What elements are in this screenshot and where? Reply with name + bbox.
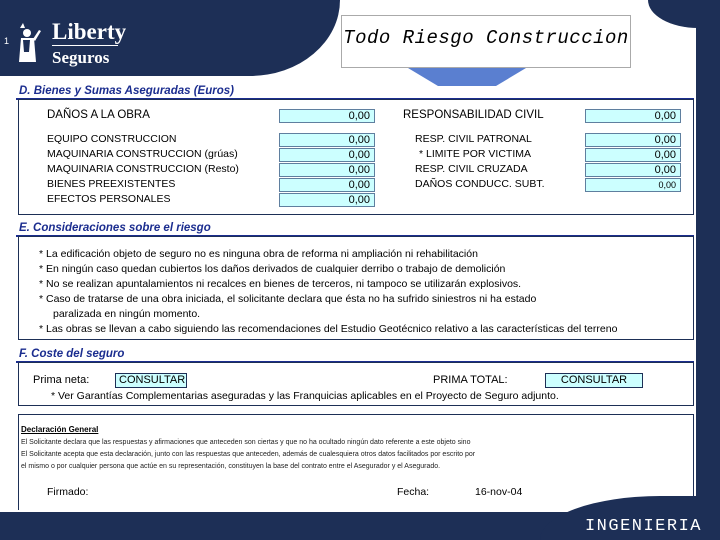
section-e-heading: E. Consideraciones sobre el riesgo [19, 222, 211, 234]
value-maquinaria-gruas: 0,00 [279, 148, 375, 162]
section-f-heading: F. Coste del seguro [19, 348, 125, 360]
consideration-item: * En ningún caso quedan cubiertos los daños derivados de cualquier derribo o trabajo de demolición [39, 263, 506, 275]
title-box [341, 15, 631, 68]
row-label-danos-conducc: DAÑOS CONDUCC. SUBT. [415, 178, 545, 190]
declaration-line: El Solicitante declara que las respuestas y afirmaciones que anteceden son ciertas y que no ha ocultado ningún dato referente a este objeto sino [21, 439, 471, 446]
document [16, 84, 696, 510]
row-label-equipo: EQUIPO CONSTRUCCION [47, 133, 177, 145]
value-danos-conducc: 0,00 [585, 178, 681, 192]
declaration-heading: Declaración General [21, 425, 99, 434]
row-label-bienes: BIENES PREEXISTENTES [47, 178, 176, 190]
logo [52, 19, 127, 67]
right-band [696, 0, 720, 540]
page-title: Todo Riesgo Construccion [343, 27, 629, 49]
value-resp-patronal: 0,00 [585, 133, 681, 147]
value-resp-civil: 0,00 [585, 109, 681, 123]
logo-line1: Liberty [52, 19, 127, 44]
prima-neta-value: CONSULTAR [115, 373, 187, 388]
prima-neta-label: Prima neta: [33, 374, 90, 386]
value-maquinaria-resto: 0,00 [279, 163, 375, 177]
prima-total-label: PRIMA TOTAL: [433, 374, 508, 386]
row-label-efectos: EFECTOS PERSONALES [47, 193, 171, 205]
coste-note: * Ver Garantías Complementarias aseguradas y las Franquicias aplicables en el Proyecto de Seguro adjunto. [51, 390, 559, 402]
fecha-value: 16-nov-04 [475, 486, 523, 498]
row-label-resp-patronal: RESP. CIVIL PATRONAL [415, 133, 532, 145]
value-efectos: 0,00 [279, 193, 375, 207]
row-label-resp-civil: RESPONSABILIDAD CIVIL [403, 109, 544, 121]
firmado-label: Firmado: [47, 486, 89, 498]
slide-number: 1 [4, 36, 10, 46]
row-label-danos-obra: DAÑOS A LA OBRA [47, 109, 150, 121]
section-e-box [18, 236, 694, 340]
footer-label: INGENIERIA [584, 517, 702, 536]
section-f-box [18, 362, 694, 406]
value-danos-obra: 0,00 [279, 109, 375, 123]
declaration-line: El Solicitante acepta que esta declaración, junto con las respuestas que anteceden, además de cualesquiera otros datos facilitados por escrito por [21, 451, 476, 458]
value-bienes: 0,00 [279, 178, 375, 192]
logo-band [0, 0, 340, 76]
value-resp-cruzada: 0,00 [585, 163, 681, 177]
consideration-item: * No se realizan apuntalamientos ni recalces en bienes de terceros, ni tampoco se utilizarán explosivos. [39, 278, 522, 290]
value-equipo: 0,00 [279, 133, 375, 147]
section-d-heading: D. Bienes y Sumas Aseguradas (Euros) [19, 85, 234, 97]
consideration-item: * Las obras se llevan a cabo siguiendo las recomendaciones del Estudio Geotécnico relativo a las características del terreno [39, 323, 618, 335]
consideration-item: * Caso de tratarse de una obra iniciada, el solicitante declara que ésta no ha sufrido siniestros ni ha estado [39, 293, 537, 305]
row-label-resp-cruzada: RESP. CIVIL CRUZADA [415, 163, 528, 175]
prima-total-value: CONSULTAR [545, 373, 643, 388]
declaration-box [18, 414, 694, 510]
row-label-maquinaria-resto: MAQUINARIA CONSTRUCCION (Resto) [47, 163, 239, 175]
declaration-line: el mismo o por cualquier persona que actúe en su representación, constituyen la base del contrato entre el Asegurador y el Asegurado. [21, 463, 441, 470]
consideration-item: * La edificación objeto de seguro no es ninguna obra de reforma ni ampliación ni rehabilitación [39, 248, 478, 260]
logo-line2: Seguros [52, 48, 110, 67]
row-label-limite-victima: * LIMITE POR VICTIMA [419, 148, 532, 160]
consideration-item: paralizada en ningún momento. [53, 308, 201, 320]
statue-of-liberty-icon [14, 22, 42, 62]
value-limite-victima: 0,00 [585, 148, 681, 162]
section-d-box [18, 99, 694, 215]
row-label-maquinaria-gruas: MAQUINARIA CONSTRUCCION (grúas) [47, 148, 238, 160]
fecha-label: Fecha: [397, 486, 430, 498]
